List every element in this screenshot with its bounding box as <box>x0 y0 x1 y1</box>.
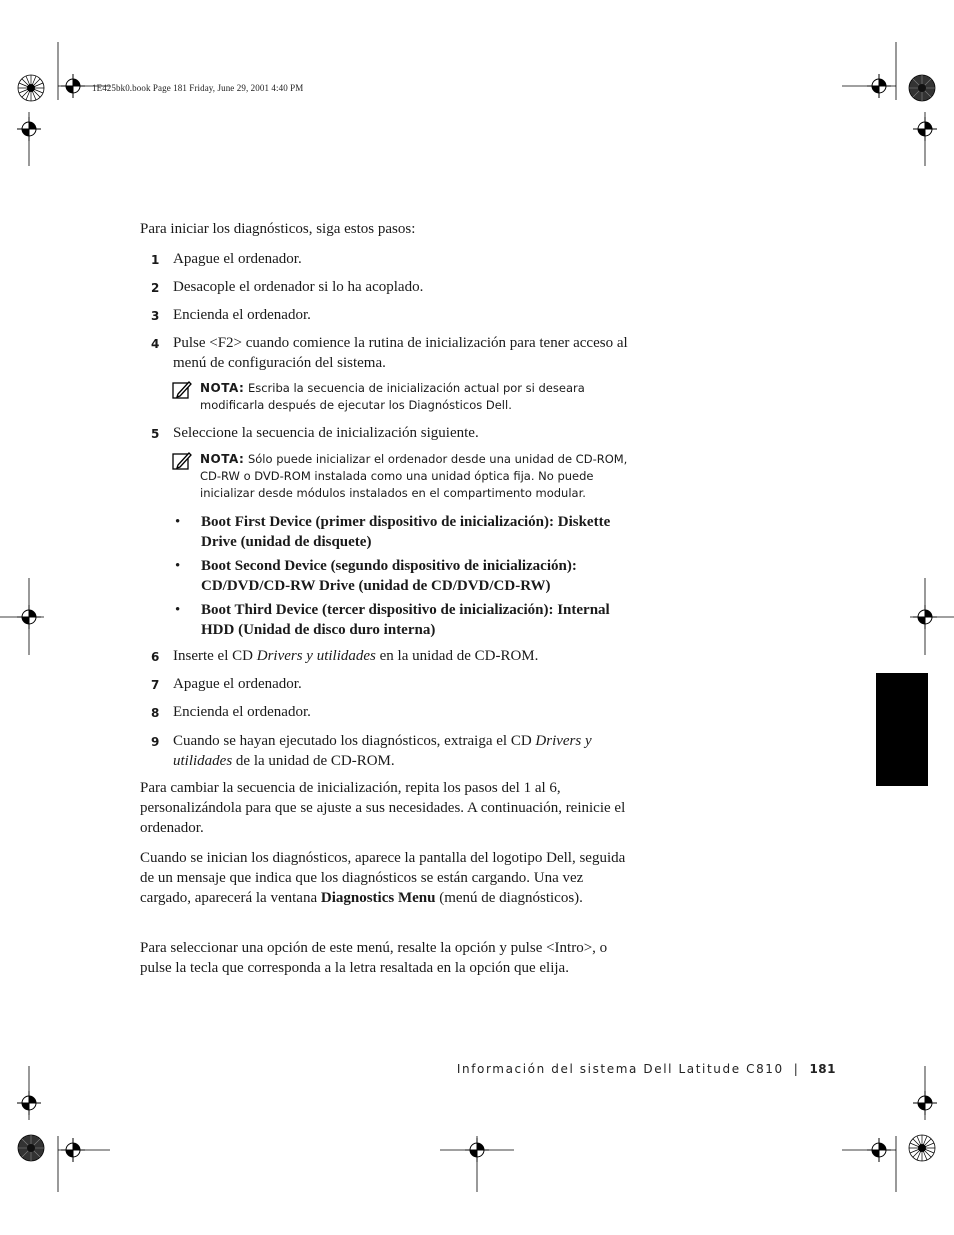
body-paragraph: Para cambiar la secuencia de inicialización, repita los pasos del 1 al 6, personalizándola para que se ajuste a sus necesidades. A continuación, reinicie el ordenador. <box>140 780 626 836</box>
step-text: Desacople el ordenador si lo ha acoplado. <box>173 279 424 295</box>
step-text-part: de la unidad de CD-ROM. <box>232 753 395 769</box>
step-number: 7 <box>151 678 160 692</box>
step-number: 8 <box>151 706 160 720</box>
step-text: Encienda el ordenador. <box>173 307 311 323</box>
cd-title: Drivers y utilidades <box>173 733 592 769</box>
note-text: Escriba la secuencia de inicialización actual por si deseara modificarla después de ejecutar los Diagnósticos Dell. <box>200 381 585 412</box>
step-number: 3 <box>151 309 160 323</box>
footer-separator: | <box>793 1062 800 1076</box>
note-body <box>200 380 640 414</box>
page-number: 181 <box>809 1062 836 1076</box>
bullet-dot: • <box>175 514 181 530</box>
step-number: 2 <box>151 281 160 295</box>
note-text: Sólo puede inicializar el ordenador desde una unidad de CD-ROM, CD-RW o DVD-ROM instalada como una unidad óptica fija. No puede inicializar desde módulos instalados en el compartimento modular. <box>200 452 628 500</box>
note-label: NOTA: <box>200 452 245 466</box>
step-text: Pulse <F2> cuando comience la rutina de inicialización para tener acceso al menú de configuración del sistema. <box>173 335 628 371</box>
paragraph-text: Cuando se inician los diagnósticos, aparece la pantalla del logotipo Dell, seguida de un mensaje que indica que los diagnósticos se están cargando. Una vez cargado, aparecerá la ventana <box>140 850 626 906</box>
bullet-text: Boot Second Device (segundo dispositivo de inicialización): CD/DVD/CD-RW Drive (unidad de CD/DVD/CD-RW) <box>201 558 577 594</box>
print-info-header: 1E425bk0.book Page 181 Friday, June 29, 2001 4:40 PM <box>92 83 304 93</box>
step-number: 5 <box>151 427 160 441</box>
cd-title: Drivers y utilidades <box>256 648 376 664</box>
body-paragraph <box>140 848 630 908</box>
step-text-part: Inserte el CD <box>173 648 257 664</box>
section-thumb-tab <box>876 673 928 786</box>
paragraph-text: (menú de diagnósticos). <box>435 890 583 906</box>
note-label: NOTA: <box>200 381 245 395</box>
bullet-dot: • <box>175 602 181 618</box>
page-footer <box>457 1062 836 1076</box>
step-text-part: en la unidad de CD-ROM. <box>375 648 539 664</box>
note-body <box>200 451 640 502</box>
footer-title: Información del sistema Dell Latitude C810 <box>456 1062 784 1076</box>
step-number: 4 <box>151 337 160 351</box>
starburst-icon <box>18 75 44 101</box>
bullet-text: Boot First Device (primer dispositivo de inicialización): Diskette Drive (unidad de disquete) <box>201 514 611 550</box>
step-text: Encienda el ordenador. <box>173 704 311 720</box>
step-number: 6 <box>151 650 160 664</box>
body-paragraph: Para seleccionar una opción de este menú, resalte la opción y pulse <Intro>, o pulse la tecla que corresponda a la letra resaltada en la opción que elija. <box>140 940 608 976</box>
intro-paragraph: Para iniciar los diagnósticos, siga estos pasos: <box>140 221 416 237</box>
bullet-dot: • <box>175 558 181 574</box>
starburst-icon <box>18 1135 44 1161</box>
step-text: Seleccione la secuencia de inicialización siguiente. <box>173 425 479 441</box>
pencil-note-icon <box>172 380 192 400</box>
step-text: Apague el ordenador. <box>173 251 302 267</box>
pencil-note-icon <box>172 451 192 471</box>
diagnostics-menu-term: Diagnostics Menu <box>320 890 436 906</box>
starburst-icon <box>909 1135 935 1161</box>
starburst-icon <box>909 75 935 101</box>
step-text: Apague el ordenador. <box>173 676 302 692</box>
step-text <box>173 646 628 666</box>
bullet-text: Boot Third Device (tercer dispositivo de inicialización): Internal HDD (Unidad de disco duro interna) <box>201 602 610 638</box>
step-number: 9 <box>151 735 160 749</box>
step-text-part: Cuando se hayan ejecutado los diagnósticos, extraiga el CD <box>173 733 536 749</box>
step-number: 1 <box>151 253 160 267</box>
step-text <box>173 731 628 771</box>
